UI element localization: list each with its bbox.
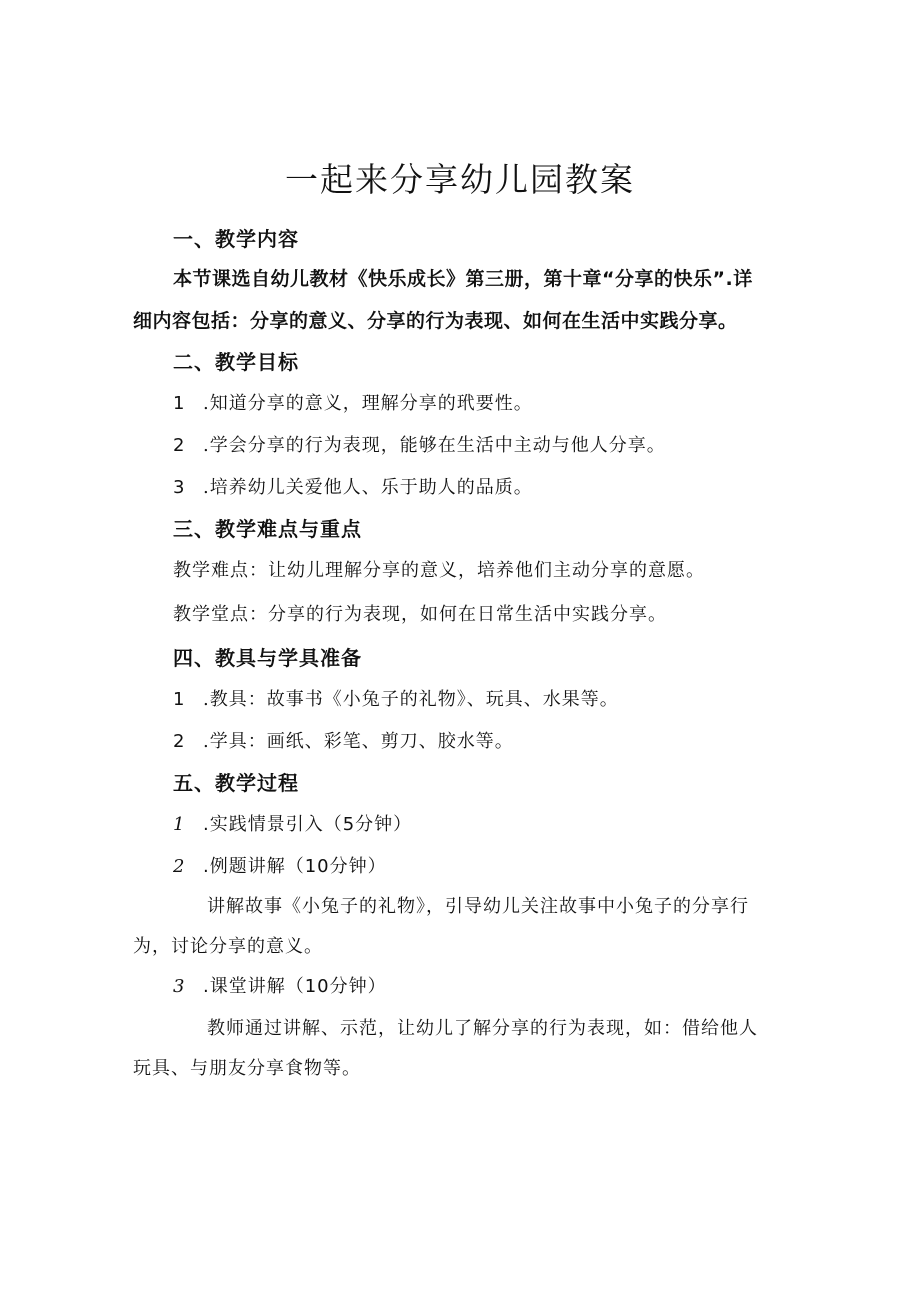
difficulty-text: 教学难点：让幼儿理解分享的意义，培养他们主动分享的意愿。 (173, 560, 705, 581)
section-heading-materials: 四、教具与学具准备 (173, 646, 362, 670)
section-heading-objectives: 二、教学目标 (173, 350, 299, 374)
step-text: .实践情景引入（5分钟） (203, 814, 413, 835)
objective-number: 2 (173, 435, 186, 456)
process-step-3 (173, 972, 387, 1002)
material-number: 1 (173, 689, 186, 710)
content-line-2: 细内容包括：分享的意义、分享的行为表现、如何在生活中实践分享。 (133, 310, 738, 332)
step-3-description-line-1: 教师通过讲解、示范，让幼儿了解分享的行为表现，如：借给他人 (207, 1018, 758, 1039)
objective-text: .培养幼儿关爱他人、乐于助人的品质。 (203, 477, 533, 498)
material-item-1 (173, 685, 619, 715)
section-heading-process: 五、教学过程 (173, 771, 299, 795)
process-step-2 (173, 852, 387, 882)
objective-number: 3 (173, 477, 186, 498)
step-number: 2 (173, 856, 186, 877)
material-text: .学具：画纸、彩笔、剪刀、胶水等。 (203, 731, 514, 752)
step-3-description-line-2: 玩具、与朋友分享食物等。 (133, 1058, 361, 1079)
objective-text: .学会分享的行为表现，能够在生活中主动与他人分享。 (203, 435, 666, 456)
section-heading-difficulties: 三、教学难点与重点 (173, 517, 362, 541)
step-2-description-line-1: 讲解故事《小兔子的礼物》，引导幼儿关注故事中小兔子的分享行 (207, 896, 749, 917)
material-number: 2 (173, 731, 186, 752)
objective-text: .知道分享的意义，理解分享的玳要性。 (203, 393, 533, 414)
section-heading-content: 一、教学内容 (173, 227, 299, 251)
step-2-description-line-2: 为，讨论分享的意义。 (133, 936, 323, 957)
step-text: .课堂讲解（10分钟） (203, 976, 387, 997)
material-text: .教具：故事书《小兔子的礼物》、玩具、水果等。 (203, 689, 619, 710)
step-text: .例题讲解（10分钟） (203, 856, 387, 877)
objective-item-2 (173, 431, 666, 461)
step-number: 3 (173, 976, 186, 997)
step-number: 1 (173, 814, 186, 835)
document-title: 一起来分享幼儿园教案 (285, 160, 635, 199)
objective-item-3 (173, 473, 533, 503)
content-line-1: 本节课选自幼儿教材《快乐成长》第三册，第十章“分享的快乐”.详 (173, 268, 753, 290)
objective-number: 1 (173, 393, 186, 414)
process-step-1 (173, 810, 412, 840)
objective-item-1 (173, 389, 533, 419)
key-point-text: 教学堂点：分享的行为表现，如何在日常生活中实践分享。 (173, 604, 667, 625)
material-item-2 (173, 727, 514, 757)
